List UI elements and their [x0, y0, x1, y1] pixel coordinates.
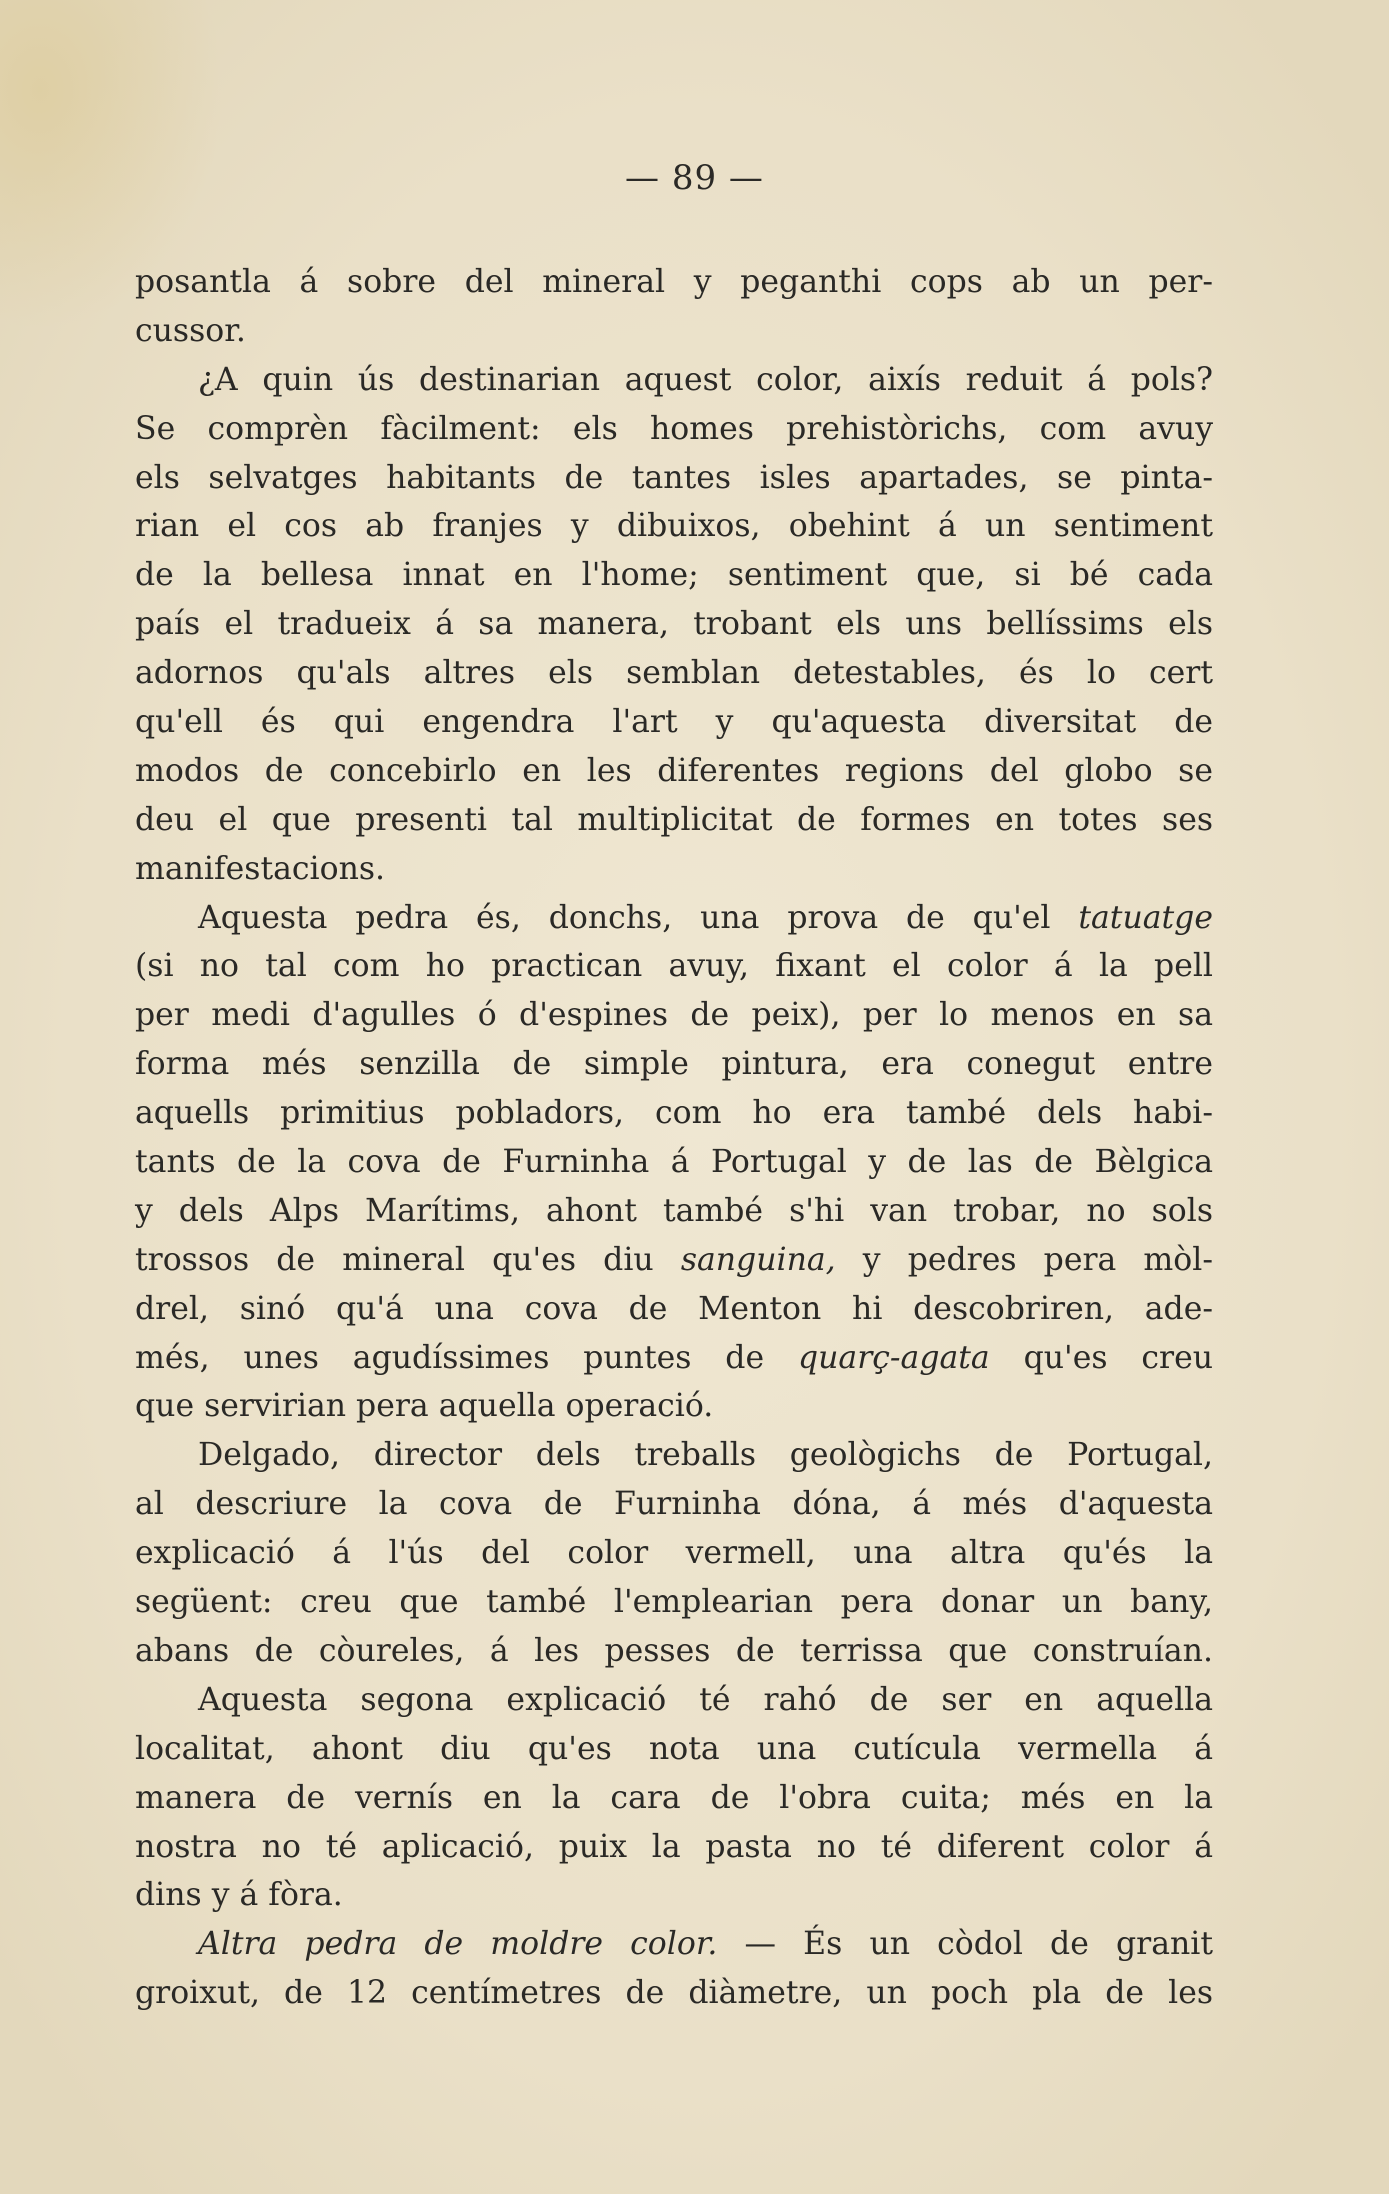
- italic-text: quarç-agata: [797, 1339, 990, 1376]
- text-segment: drel, sinó qu'á una cova de Menton hi descobriren, ade-: [135, 1290, 1213, 1327]
- text-line: [135, 1480, 1213, 1529]
- text-segment: que servirian pera aquella operació.: [135, 1388, 714, 1425]
- text-line: [135, 1725, 1213, 1774]
- text-line: [135, 1431, 1213, 1480]
- text-segment: dins y á fòra.: [135, 1877, 343, 1914]
- text-segment: manifestacions.: [135, 850, 386, 887]
- text-segment: explicació á l'ús del color vermell, una altra qu'és la: [135, 1535, 1213, 1572]
- text-line: [135, 698, 1213, 747]
- text-line: [135, 356, 1213, 405]
- body-text: [135, 258, 1213, 2018]
- text-segment: manera de vernís en la cara de l'obra cuita; més en la: [135, 1779, 1213, 1816]
- text-line: [135, 1138, 1213, 1187]
- text-line: [135, 454, 1213, 503]
- text-segment: següent: creu que també l'emplearian pera donar un bany,: [135, 1584, 1213, 1621]
- text-segment: localitat, ahont diu qu'es nota una cutícula vermella á: [135, 1730, 1213, 1767]
- text-line: [135, 1920, 1213, 1969]
- text-segment: trossos de mineral qu'es diu: [135, 1241, 681, 1278]
- text-line: [135, 502, 1213, 551]
- text-line: [135, 405, 1213, 454]
- text-line: [135, 1676, 1213, 1725]
- text-line: [135, 1334, 1213, 1383]
- italic-text: Altra pedra de moldre color.: [198, 1926, 718, 1963]
- text-line: [135, 1529, 1213, 1578]
- text-line: [135, 796, 1213, 845]
- text-line: [135, 1627, 1213, 1676]
- text-segment: nostra no té aplicació, puix la pasta no té diferent color á: [135, 1828, 1213, 1865]
- text-line: [135, 942, 1213, 991]
- text-segment: qu'es creu: [989, 1339, 1213, 1376]
- text-segment: de la bellesa innat en l'home; sentiment que, si bé cada: [135, 557, 1213, 594]
- text-line: [135, 551, 1213, 600]
- text-line: [135, 1969, 1213, 2018]
- text-line: [135, 1823, 1213, 1872]
- text-line: [135, 845, 1213, 894]
- text-segment: ¿A quin ús destinarian aquest color, aixís reduit á pols?: [198, 361, 1213, 398]
- text-line: [135, 991, 1213, 1040]
- text-line: [135, 1285, 1213, 1334]
- text-segment: forma més senzilla de simple pintura, era conegut entre: [135, 1046, 1213, 1083]
- text-line: [135, 747, 1213, 796]
- text-line: [135, 649, 1213, 698]
- page-number: — 89 —: [625, 158, 764, 198]
- italic-text: tatuatge: [1078, 899, 1213, 936]
- text-line: [135, 1040, 1213, 1089]
- text-segment: al descriure la cova de Furninha dóna, á més d'aquesta: [135, 1486, 1213, 1523]
- text-segment: adornos qu'als altres els semblan detestables, és lo cert: [135, 655, 1213, 692]
- text-segment: aquells primitius pobladors, com ho era també dels habi-: [135, 1095, 1213, 1132]
- text-line: [135, 1578, 1213, 1627]
- text-segment: Delgado, director dels treballs geològichs de Portugal,: [198, 1437, 1213, 1474]
- text-line: [135, 1871, 1213, 1920]
- text-line: [135, 1089, 1213, 1138]
- text-segment: rian el cos ab franjes y dibuixos, obehint á un sentiment: [135, 508, 1213, 545]
- text-segment: Aquesta pedra és, donchs, una prova de qu'el: [198, 899, 1079, 936]
- text-line: [135, 1187, 1213, 1236]
- italic-text: sanguina,: [680, 1241, 836, 1278]
- text-line: [135, 894, 1213, 943]
- text-segment: posantla á sobre del mineral y peganthi cops ab un per-: [135, 264, 1213, 300]
- text-segment: (si no tal com ho practican avuy, fixant el color á la pell: [135, 948, 1213, 985]
- text-segment: deu el que presenti tal multiplicitat de formes en totes ses: [135, 801, 1213, 838]
- text-line: [135, 258, 1213, 307]
- text-segment: groixut, de 12 centímetres de diàmetre, un poch pla de les: [135, 1975, 1213, 2012]
- text-line: [135, 307, 1213, 356]
- text-segment: abans de còureles, á les pesses de terrissa que construían.: [135, 1632, 1213, 1669]
- text-segment: país el tradueix á sa manera, trobant els uns bellíssims els: [135, 606, 1213, 643]
- text-segment: — És un còdol de granit: [717, 1926, 1214, 1963]
- text-segment: y dels Alps Marítims, ahont també s'hi van trobar, no sols: [135, 1192, 1213, 1229]
- text-segment: Se comprèn fàcilment: els homes prehistòrichs, com avuy: [135, 410, 1213, 447]
- text-segment: Aquesta segona explicació té rahó de ser en aquella: [198, 1681, 1213, 1718]
- text-segment: cussor.: [135, 312, 246, 349]
- text-line: [135, 1236, 1213, 1285]
- text-segment: més, unes agudíssimes puntes de: [135, 1339, 798, 1376]
- text-segment: qu'ell és qui engendra l'art y qu'aquesta diversitat de: [135, 704, 1213, 741]
- text-line: [135, 600, 1213, 649]
- text-line: [135, 1382, 1213, 1431]
- text-segment: y pedres pera mòl-: [835, 1241, 1213, 1278]
- text-segment: per medi d'agulles ó d'espines de peix), per lo menos en sa: [135, 997, 1213, 1034]
- text-segment: tants de la cova de Furninha á Portugal y de las de Bèlgica: [135, 1144, 1213, 1181]
- text-line: [135, 1774, 1213, 1823]
- text-segment: modos de concebirlo en les diferentes regions del globo se: [135, 752, 1213, 789]
- text-segment: els selvatges habitants de tantes isles apartades, se pinta-: [135, 459, 1213, 496]
